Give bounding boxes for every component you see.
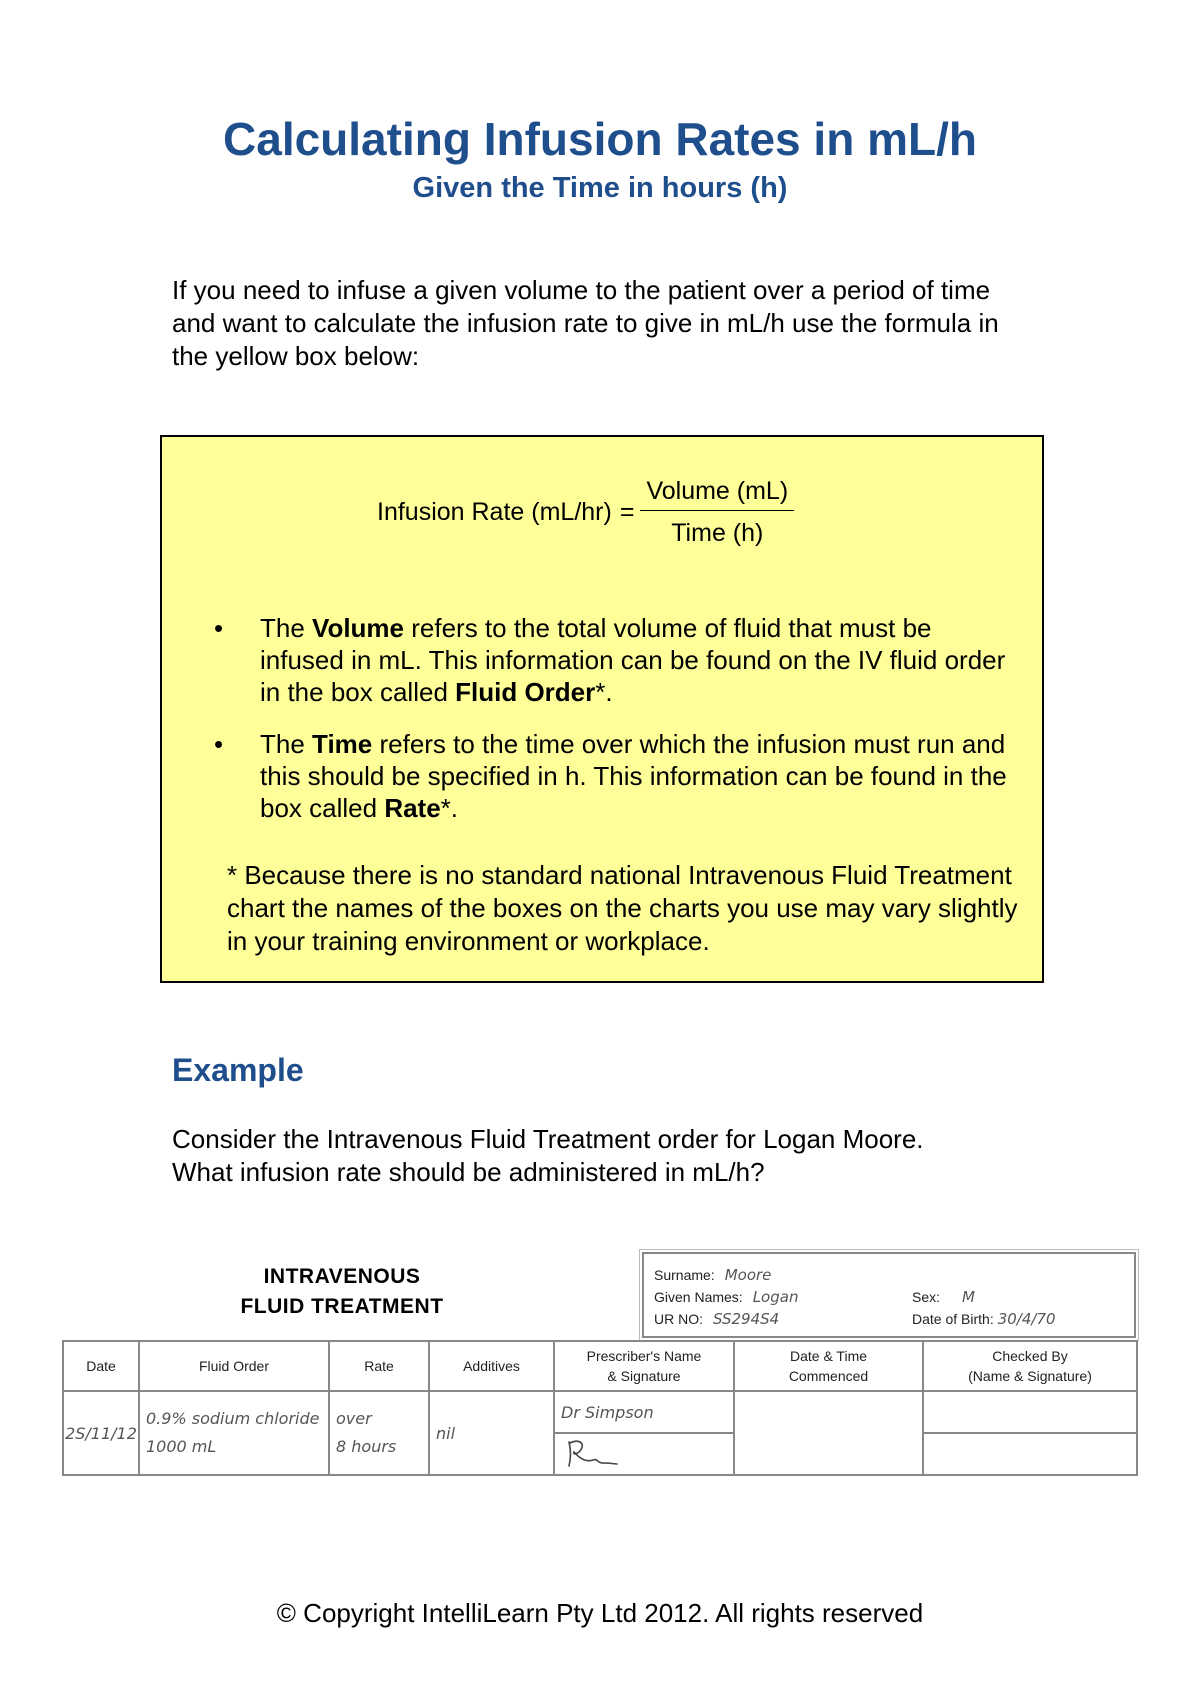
table-row — [63, 1391, 1137, 1433]
formula-numerator: Volume (mL) — [640, 477, 794, 511]
sex-value: M — [962, 1288, 975, 1306]
cell-date: 2S/11/12 — [63, 1391, 139, 1475]
bullet-keyword-fluid-order: Fluid Order — [455, 677, 596, 707]
iv-fluid-treatment-table — [62, 1340, 1138, 1476]
col-prescriber-line-1: Prescriber's Name — [586, 1348, 702, 1364]
bullet-text: refers to the time over which the infusion must run and this should be specified in h. This information can be found in the box called — [260, 729, 1007, 823]
fluid-order-line-2: 1000 mL — [146, 1437, 217, 1456]
dob-value: 30/4/70 — [997, 1310, 1056, 1328]
col-checked-line-2: (Name & Signature) — [968, 1368, 1092, 1384]
rate-line-1: over — [336, 1409, 372, 1428]
formula-box — [160, 435, 1044, 983]
page-subtitle: Given the Time in hours (h) — [412, 172, 788, 204]
example-line-1: Consider the Intravenous Fluid Treatment order for Logan Moore. — [172, 1124, 924, 1154]
given-names-value: Logan — [752, 1288, 799, 1306]
bullet-text: *. — [595, 677, 613, 707]
bullet-dot: • — [214, 729, 224, 759]
bullet-text: The — [260, 613, 313, 643]
example-line-2: What infusion rate should be administered in mL/h? — [172, 1157, 765, 1187]
ur-number-value: SS294S4 — [713, 1310, 780, 1328]
col-rate: Rate — [329, 1341, 429, 1391]
bullet-time — [214, 728, 1014, 824]
sex-label: Sex: — [912, 1289, 941, 1305]
copyright-footer: © Copyright IntelliLearn Pty Ltd 2012. All rights reserved — [276, 1598, 924, 1628]
cell-additives: nil — [429, 1391, 554, 1475]
cell-rate — [329, 1391, 429, 1475]
dob-label: Date of Birth: — [912, 1311, 994, 1327]
col-checked — [923, 1341, 1137, 1391]
given-names-field — [654, 1288, 798, 1306]
col-checked-line-1: Checked By — [992, 1348, 1068, 1364]
col-commenced-line-1: Date & Time — [789, 1348, 868, 1364]
cell-commenced — [734, 1391, 923, 1475]
cell-prescriber-signature — [554, 1433, 734, 1475]
surname-field — [654, 1266, 771, 1284]
infusion-rate-formula — [377, 477, 794, 548]
bullet-text: refers to the total volume of fluid that must be infused in mL. This information can be found on the IV fluid order in the box called — [260, 613, 1006, 707]
iv-chart-title — [222, 1262, 462, 1322]
ur-number-field — [654, 1310, 779, 1328]
col-commenced-line-2: Commenced — [788, 1368, 869, 1384]
col-date: Date — [63, 1341, 139, 1391]
intro-paragraph: If you need to infuse a given volume to the patient over a period of time and want to calculate the infusion rate to give in mL/h use the formula in the yellow box below: — [172, 275, 999, 371]
col-fluid-order: Fluid Order — [139, 1341, 329, 1391]
cell-fluid-order — [139, 1391, 329, 1475]
formula-fraction — [640, 477, 794, 548]
cell-prescriber-name: Dr Simpson — [554, 1391, 734, 1433]
footnote: * Because there is no standard national Intravenous Fluid Treatment chart the names of the boxes on the charts you use may vary slightly in your training environment or workplace. — [227, 860, 1018, 956]
ur-number-label: UR NO: — [654, 1311, 703, 1327]
bullet-keyword-time: Time — [312, 729, 373, 759]
cell-checked-name — [923, 1391, 1137, 1433]
cell-checked-signature — [923, 1433, 1137, 1475]
rate-line-2: 8 hours — [336, 1437, 397, 1456]
col-prescriber — [554, 1341, 734, 1391]
bullet-keyword-volume: Volume — [312, 613, 405, 643]
bullet-text: *. — [440, 793, 459, 823]
col-commenced — [734, 1341, 923, 1391]
iv-chart-title-line-2: FLUID TREATMENT — [240, 1295, 444, 1318]
bullet-text: The — [260, 729, 313, 759]
iv-chart-title-line-1: INTRAVENOUS — [263, 1265, 421, 1288]
formula-denominator: Time (h) — [671, 519, 764, 547]
bullet-dot: • — [214, 613, 224, 643]
formula-bullet-list — [214, 612, 1014, 844]
formula-equals: = — [619, 498, 635, 526]
example-heading: Example — [172, 1052, 304, 1088]
col-additives: Additives — [429, 1341, 554, 1391]
surname-value: Moore — [724, 1266, 772, 1284]
bullet-keyword-rate: Rate — [384, 793, 441, 823]
page-title: Calculating Infusion Rates in mL/h — [223, 113, 977, 165]
given-names-label: Given Names: — [654, 1289, 743, 1305]
surname-label: Surname: — [654, 1267, 715, 1283]
sex-field — [912, 1288, 975, 1306]
bullet-volume — [214, 612, 1014, 708]
col-prescriber-line-2: & Signature — [607, 1368, 681, 1384]
patient-details-box — [642, 1252, 1136, 1338]
example-text — [172, 1123, 1072, 1189]
signature-mark — [561, 1436, 621, 1470]
fluid-order-line-1: 0.9% sodium chloride — [146, 1409, 320, 1428]
table-header-row — [63, 1341, 1137, 1391]
dob-field — [912, 1310, 1056, 1328]
formula-lhs: Infusion Rate (mL/hr) — [377, 498, 612, 526]
